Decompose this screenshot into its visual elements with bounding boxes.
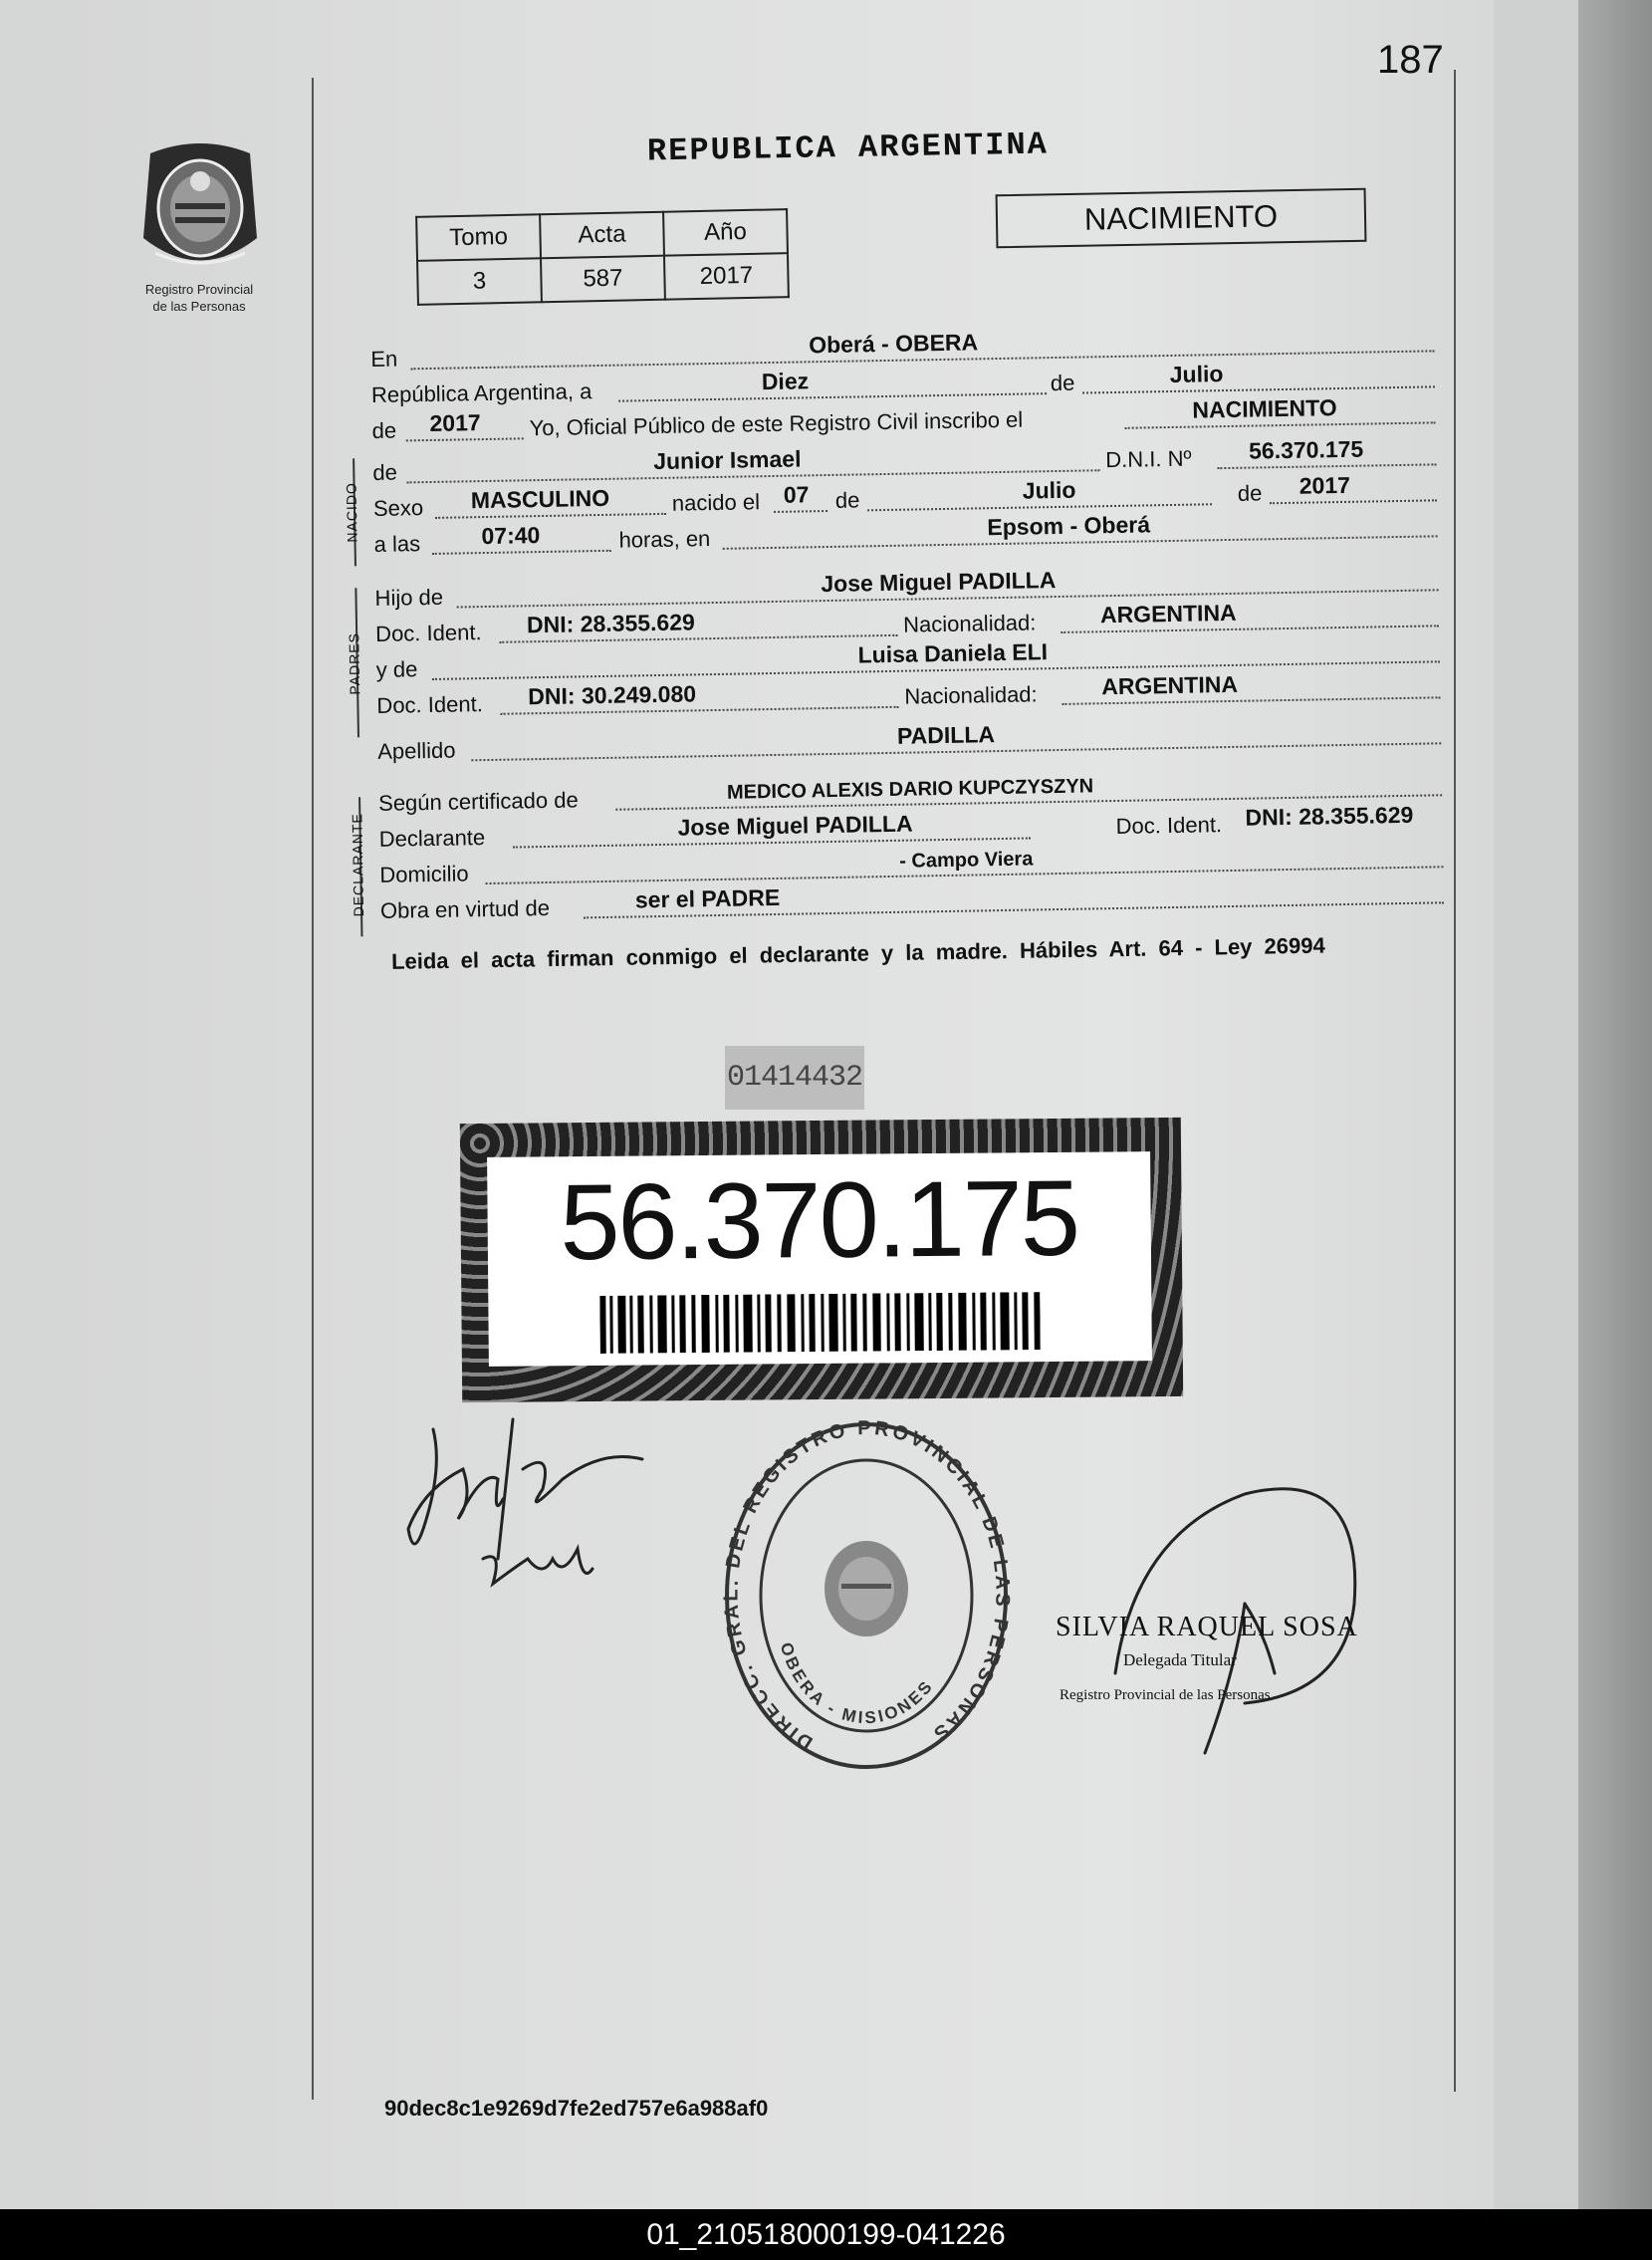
registry-header-tomo: Tomo bbox=[416, 214, 541, 261]
label-sexo: Sexo bbox=[372, 495, 424, 521]
registry-header-acta: Acta bbox=[540, 212, 664, 259]
label-de-year: de bbox=[371, 417, 397, 443]
value-mother-doc: DNI: 30.249.080 bbox=[528, 680, 697, 710]
label-hijo-de: Hijo de bbox=[374, 584, 444, 611]
label-y-de: y de bbox=[375, 656, 418, 682]
value-birth-time: 07:40 bbox=[481, 522, 541, 550]
value-father-name: Jose Miguel PADILLA bbox=[821, 567, 1057, 598]
label-de-month: de bbox=[1050, 370, 1075, 396]
logo-caption-line1: Registro Provincial bbox=[144, 282, 254, 297]
dni-sticker-label bbox=[487, 1151, 1152, 1367]
label-nacionalidad-father: Nacionalidad: bbox=[902, 610, 1037, 637]
registry-table bbox=[415, 208, 790, 306]
label-segun-certificado: Según certificado de bbox=[377, 787, 579, 816]
signatory-organization: Registro Provincial de las Personas bbox=[1060, 1687, 1271, 1703]
label-declarante: Declarante bbox=[378, 825, 486, 852]
record-type-box: NACIMIENTO bbox=[996, 188, 1367, 248]
value-declarant-doc: DNI: 28.355.629 bbox=[1245, 801, 1414, 831]
value-day: Diez bbox=[761, 368, 810, 395]
signatory-role: Delegada Titular bbox=[1123, 1650, 1237, 1669]
value-dni: 56.370.175 bbox=[1248, 435, 1364, 464]
value-mother-name: Luisa Daniela ELI bbox=[857, 638, 1049, 668]
label-de-birth-month: de bbox=[834, 487, 860, 513]
document-title: REPUBLICA ARGENTINA bbox=[646, 126, 1050, 170]
value-act-type: NACIMIENTO bbox=[1192, 394, 1337, 423]
right-margin-line bbox=[1454, 70, 1456, 2092]
label-nacido: nacido el bbox=[671, 489, 761, 516]
legal-text: Leida el acta firman conmigo el declarante y la madre. Hábiles Art. 64 - Ley 26994 bbox=[390, 932, 1325, 974]
dni-sticker bbox=[460, 1118, 1183, 1402]
label-doc-ident-mother: Doc. Ident. bbox=[376, 691, 484, 718]
label-doc-ident-declarant: Doc. Ident. bbox=[1115, 812, 1223, 840]
serial-number: 01414432 bbox=[725, 1046, 864, 1110]
registry-value-tomo: 3 bbox=[417, 258, 542, 305]
label-apellido: Apellido bbox=[377, 737, 456, 764]
registry-header-ano: Año bbox=[663, 209, 788, 256]
value-address: - Campo Viera bbox=[899, 848, 1034, 873]
document-hash: 90dec8c1e9269d7fe2ed757e6a988af0 bbox=[384, 2096, 769, 2121]
provincial-seal-logo bbox=[135, 133, 265, 283]
barcode bbox=[599, 1292, 1040, 1354]
parents-signatures bbox=[403, 1409, 662, 1609]
footer-id: 01_210518000199-041226 bbox=[646, 2218, 1006, 2251]
registry-table-header-row bbox=[416, 209, 788, 261]
label-de-birth-year: de bbox=[1237, 480, 1263, 506]
left-margin-line bbox=[312, 78, 314, 2100]
logo-caption bbox=[110, 281, 289, 315]
svg-text:OBERA - MISIONES bbox=[777, 1640, 938, 1728]
value-certificate-by: MEDICO ALEXIS DARIO KUPCZYSZYN bbox=[726, 775, 1094, 804]
value-place: Oberá - OBERA bbox=[808, 329, 979, 359]
label-de-name: de bbox=[372, 459, 398, 485]
stamp-inner-text: OBERA - MISIONES bbox=[776, 1639, 938, 1728]
logo-caption-line2: de las Personas bbox=[152, 299, 246, 314]
label-nacionalidad-mother: Nacionalidad: bbox=[904, 681, 1038, 709]
value-sex: MASCULINO bbox=[470, 484, 610, 514]
value-year: 2017 bbox=[429, 409, 481, 436]
value-mother-nationality: ARGENTINA bbox=[1100, 670, 1239, 700]
stamp-emblem bbox=[825, 1541, 908, 1636]
value-surname: PADILLA bbox=[896, 721, 996, 749]
section-label-declarante: DECLARANTE bbox=[349, 813, 367, 917]
registry-value-ano: 2017 bbox=[664, 253, 789, 300]
label-domicilio: Domicilio bbox=[379, 861, 469, 887]
footer-id-bar bbox=[0, 2209, 1652, 2260]
section-label-padres: PADRES bbox=[346, 631, 363, 695]
label-dni: D.N.I. Nº bbox=[1105, 445, 1192, 473]
value-name: Junior Ismael bbox=[652, 445, 802, 475]
value-capacity: ser el PADRE bbox=[634, 883, 781, 913]
dni-sticker-number: 56.370.175 bbox=[559, 1156, 1079, 1283]
stamp-outer-text: DIRECC. GRAL. DEL REGISTRO PROVINCIAL DE LAS PERSONAS bbox=[720, 1416, 1014, 1754]
registry-value-acta: 587 bbox=[541, 256, 665, 303]
page-edge-shadow bbox=[1578, 0, 1652, 2209]
value-father-nationality: ARGENTINA bbox=[1099, 599, 1237, 628]
value-father-doc: DNI: 28.355.629 bbox=[526, 609, 696, 638]
label-doc-ident-father: Doc. Ident. bbox=[374, 620, 482, 646]
label-en: En bbox=[370, 346, 398, 372]
value-declarant: Jose Miguel PADILLA bbox=[677, 810, 913, 841]
label-republica: República Argentina, a bbox=[370, 378, 592, 407]
label-yo-oficial: Yo, Oficial Público de este Registro Civil inscribo el bbox=[529, 406, 1024, 441]
label-obra-virtud: Obra en virtud de bbox=[379, 894, 551, 923]
value-birth-day: 07 bbox=[783, 481, 810, 508]
value-birth-month: Julio bbox=[1022, 476, 1076, 504]
page-number: 187 bbox=[1377, 38, 1444, 82]
section-label-nacido: NACIDO bbox=[343, 482, 360, 543]
registry-table-value-row bbox=[417, 253, 789, 305]
value-birth-year: 2017 bbox=[1298, 471, 1351, 499]
value-birth-place: Epsom - Oberá bbox=[987, 511, 1151, 541]
label-a-las: a las bbox=[373, 531, 421, 557]
value-month: Julio bbox=[1169, 361, 1224, 387]
label-horas-en: horas, en bbox=[618, 526, 711, 553]
official-stamp bbox=[717, 1414, 1016, 1778]
signatory-name: SILVIA RAQUEL SOSA bbox=[1056, 1612, 1358, 1642]
